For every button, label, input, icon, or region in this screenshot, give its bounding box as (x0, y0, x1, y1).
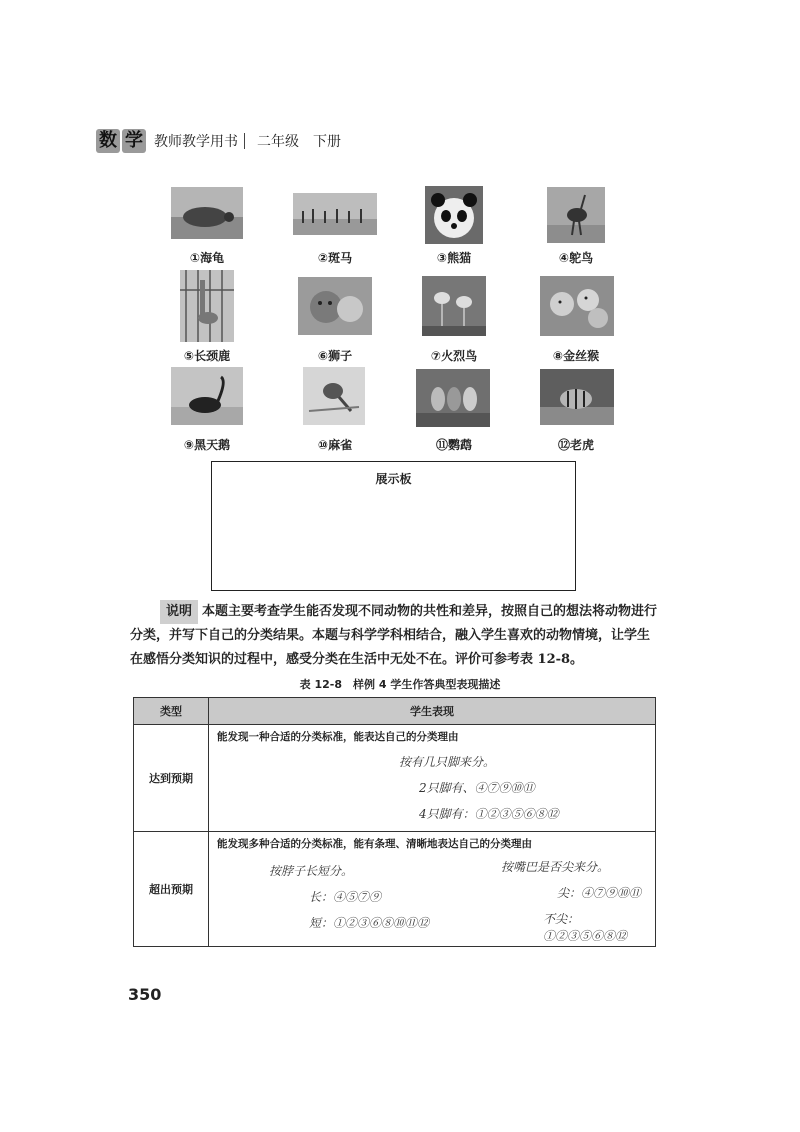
logo-char-2: 学 (122, 129, 146, 153)
black-swan-photo (171, 367, 243, 425)
ostrich-photo (547, 187, 605, 243)
page-number: 350 (128, 985, 162, 1004)
animal-label: ②斑马 (317, 251, 353, 265)
animal-label: ⑦火烈鸟 (430, 349, 478, 363)
sparrow-photo (303, 367, 365, 425)
animal-label: ⑩麻雀 (317, 438, 353, 452)
book-title: 教师教学用书 (154, 134, 238, 150)
board-title: 展示板 (375, 472, 412, 486)
performance-description: 能发现一种合适的分类标准，能表达自己的分类理由 (217, 731, 459, 743)
handwriting-line: 长：④⑤⑦⑨ (309, 890, 382, 904)
parrot-photo (416, 369, 490, 427)
performance-description: 能发现多种合适的分类标准，能有条理、清晰地表达自己的分类理由 (217, 838, 532, 850)
table-caption: 表 12-8 样例 4 学生作答典型表现描述 (299, 678, 501, 691)
animal-label: ⑤长颈鹿 (183, 349, 231, 363)
zebra-photo (293, 193, 377, 235)
handwriting-line: 按脖子长短分。 (269, 864, 354, 878)
giraffe-photo (180, 270, 234, 342)
volume-label: 下册 (313, 134, 341, 150)
row-performance (209, 725, 656, 832)
handwriting-line: 2只脚有、④⑦⑨⑩⑪ (419, 781, 535, 795)
running-header (96, 126, 341, 156)
animal-label: ⑪鹦鹉 (435, 438, 472, 452)
note-tag: 说明 (160, 600, 198, 624)
sea-turtle-photo (171, 187, 243, 239)
animal-label: ⑧金丝猴 (552, 349, 600, 363)
header-type: 类型 (134, 698, 209, 725)
flamingo-photo (422, 276, 486, 336)
explanation-paragraph (130, 600, 660, 672)
row-type: 超出预期 (134, 832, 209, 947)
animal-label: ⑨黑天鹅 (183, 438, 231, 452)
header-performance: 学生表现 (209, 698, 656, 725)
logo-char-1: 数 (96, 129, 120, 153)
grade-label: 二年级 (257, 134, 299, 150)
animal-label: ⑫老虎 (557, 438, 594, 452)
golden-monkey-photo (540, 276, 614, 336)
display-board (211, 461, 576, 591)
math-logo (96, 129, 148, 153)
handwriting-line: 不尖：①②③⑤⑥⑧⑫ (543, 912, 628, 943)
panda-photo (425, 186, 483, 244)
note-text: 本题主要考查学生能否发现不同动物的共性和差异，按照自己的想法将动物进行分类，并写下自己的分类结果。本题与科学学科相结合，融入学生喜欢的动物情境，让学生在感悟分类知识的过程中，感受分类在生活中无处不在。评价可参考表 12-8。 (130, 604, 658, 667)
handwriting-line: 4只脚有：①②③⑤⑥⑧⑫ (419, 807, 559, 821)
handwriting-line: 尖：④⑦⑨⑩⑪ (557, 886, 642, 900)
animal-label: ⑥狮子 (317, 349, 353, 363)
table-header-row (134, 698, 656, 725)
tiger-photo (540, 369, 614, 425)
performance-table (133, 697, 656, 947)
animal-label: ④鸵鸟 (558, 251, 594, 265)
table-row (134, 832, 656, 947)
animal-label: ③熊猫 (436, 251, 472, 265)
header-divider (244, 133, 245, 149)
handwriting-line: 短：①②③⑥⑧⑩⑪⑫ (309, 916, 430, 930)
handwriting-line: 按嘴巴是否尖来分。 (501, 860, 610, 874)
table-row (134, 725, 656, 832)
animal-label: ①海龟 (189, 251, 225, 265)
handwriting-line: 按有几只脚来分。 (399, 755, 496, 769)
row-performance (209, 832, 656, 947)
row-type: 达到预期 (134, 725, 209, 832)
lion-photo (298, 277, 372, 335)
